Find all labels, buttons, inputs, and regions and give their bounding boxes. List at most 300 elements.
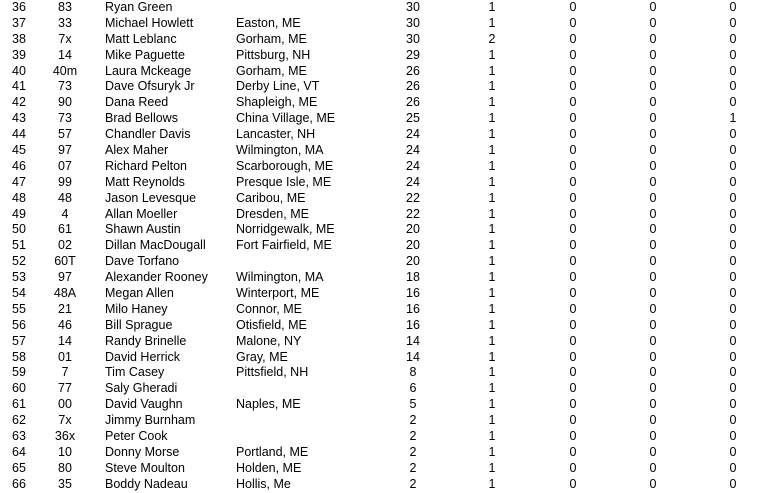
hometown-cell: Wilmington, MA [236, 270, 324, 285]
car-number-cell: 48 [58, 190, 72, 205]
stat-col-3-cell: 0 [649, 15, 657, 30]
stat-col-1-cell: 1 [488, 206, 496, 221]
table-row [0, 238, 760, 254]
table-row [0, 48, 760, 64]
stat-col-2-cell: 0 [569, 381, 577, 396]
position-cell: 63 [12, 429, 26, 444]
hometown-cell: Easton, ME [236, 15, 301, 30]
stat-col-1-cell: 1 [488, 270, 496, 285]
points-cell: 26 [406, 95, 420, 110]
position-cell: 60 [12, 381, 26, 396]
stat-col-3-cell: 0 [649, 238, 657, 253]
points-cell: 2 [409, 444, 417, 459]
table-row [0, 302, 760, 318]
hometown-cell: Fort Fairfield, ME [236, 238, 332, 253]
car-number-cell: 61 [58, 222, 72, 237]
stat-col-2-cell: 0 [569, 63, 577, 78]
position-cell: 52 [12, 254, 26, 269]
table-row [0, 461, 760, 477]
stat-col-3-cell: 0 [649, 127, 657, 142]
stat-col-4-cell: 0 [729, 397, 737, 412]
stat-col-1-cell: 1 [488, 95, 496, 110]
stat-col-4-cell: 0 [729, 0, 737, 14]
stat-col-3-cell: 0 [649, 0, 657, 14]
driver-name-cell: Saly Gheradi [105, 381, 178, 396]
stat-col-2-cell: 0 [569, 47, 577, 62]
hometown-cell: Hollis, Me [236, 476, 291, 491]
stat-col-2-cell: 0 [569, 15, 577, 30]
car-number-cell: 36x [54, 429, 76, 444]
hometown-cell: Dresden, ME [236, 206, 309, 221]
stat-col-2-cell: 0 [569, 222, 577, 237]
hometown-cell: Lancaster, NH [236, 127, 316, 142]
stat-col-3-cell: 0 [649, 270, 657, 285]
position-cell: 45 [12, 143, 26, 158]
car-number-cell: 77 [58, 381, 72, 396]
stat-col-1-cell: 1 [488, 365, 496, 380]
stat-col-2-cell: 0 [569, 111, 577, 126]
position-cell: 53 [12, 270, 26, 285]
car-number-cell: 7x [58, 413, 72, 428]
stat-col-1-cell: 1 [488, 174, 496, 189]
points-cell: 24 [406, 174, 420, 189]
hometown-cell: Presque Isle, ME [236, 174, 332, 189]
driver-name-cell: Laura Mckeage [105, 63, 192, 78]
car-number-cell: 46 [58, 317, 72, 332]
hometown-cell: Winterport, ME [236, 286, 320, 301]
hometown-cell: Scarborough, ME [236, 158, 334, 173]
stat-col-2-cell: 0 [569, 95, 577, 110]
hometown-cell: Derby Line, VT [236, 79, 320, 94]
stat-col-3-cell: 0 [649, 286, 657, 301]
table-row [0, 127, 760, 143]
stat-col-2-cell: 0 [569, 0, 577, 14]
driver-name-cell: Dillan MacDougall [105, 238, 206, 253]
car-number-cell: 99 [58, 174, 72, 189]
stat-col-3-cell: 0 [649, 174, 657, 189]
driver-name-cell: Brad Bellows [105, 111, 178, 126]
points-cell: 16 [406, 317, 420, 332]
stat-col-2-cell: 0 [569, 31, 577, 46]
stat-col-3-cell: 0 [649, 111, 657, 126]
points-cell: 24 [406, 143, 420, 158]
stat-col-4-cell: 0 [729, 476, 737, 491]
table-row [0, 95, 760, 111]
position-cell: 39 [12, 47, 26, 62]
stat-col-2-cell: 0 [569, 365, 577, 380]
stat-col-1-cell: 2 [488, 31, 496, 46]
stat-col-3-cell: 0 [649, 317, 657, 332]
points-cell: 26 [406, 79, 420, 94]
table-row [0, 318, 760, 334]
stat-col-3-cell: 0 [649, 381, 657, 396]
stat-col-3-cell: 0 [649, 143, 657, 158]
driver-name-cell: Tim Casey [105, 365, 165, 380]
hometown-cell: Pittsburg, NH [236, 47, 311, 62]
car-number-cell: 7x [58, 31, 72, 46]
table-row [0, 222, 760, 238]
stat-col-4-cell: 0 [729, 47, 737, 62]
table-row [0, 175, 760, 191]
stat-col-3-cell: 0 [649, 158, 657, 173]
stat-col-4-cell: 0 [729, 381, 737, 396]
stat-col-3-cell: 0 [649, 397, 657, 412]
hometown-cell: Wilmington, MA [236, 143, 324, 158]
car-number-cell: 21 [58, 301, 72, 316]
stat-col-3-cell: 0 [649, 301, 657, 316]
driver-name-cell: Megan Allen [105, 286, 174, 301]
position-cell: 37 [12, 15, 26, 30]
stat-col-1-cell: 1 [488, 222, 496, 237]
driver-name-cell: David Vaughn [105, 397, 183, 412]
car-number-cell: 40m [52, 63, 78, 78]
hometown-cell: Portland, ME [236, 444, 309, 459]
table-row [0, 334, 760, 350]
stat-col-2-cell: 0 [569, 397, 577, 412]
position-cell: 46 [12, 158, 26, 173]
position-cell: 48 [12, 190, 26, 205]
table-row [0, 64, 760, 80]
stat-col-3-cell: 0 [649, 365, 657, 380]
stat-col-1-cell: 1 [488, 158, 496, 173]
hometown-cell: Shapleigh, ME [236, 95, 318, 110]
driver-name-cell: Jason Levesque [105, 190, 197, 205]
stat-col-2-cell: 0 [569, 349, 577, 364]
stat-col-4-cell: 0 [729, 349, 737, 364]
stat-col-3-cell: 0 [649, 190, 657, 205]
stat-col-4-cell: 0 [729, 238, 737, 253]
stat-col-2-cell: 0 [569, 301, 577, 316]
stat-col-2-cell: 0 [569, 476, 577, 491]
driver-name-cell: Matt Reynolds [105, 174, 185, 189]
position-cell: 41 [12, 79, 26, 94]
stat-col-2-cell: 0 [569, 127, 577, 142]
driver-name-cell: Dana Reed [105, 95, 169, 110]
stat-col-2-cell: 0 [569, 174, 577, 189]
stat-col-1-cell: 1 [488, 301, 496, 316]
stat-col-3-cell: 0 [649, 460, 657, 475]
points-cell: 14 [406, 333, 420, 348]
stat-col-4-cell: 0 [729, 15, 737, 30]
points-cell: 24 [406, 158, 420, 173]
position-cell: 58 [12, 349, 26, 364]
points-cell: 30 [406, 31, 420, 46]
stat-col-2-cell: 0 [569, 158, 577, 173]
hometown-cell: Gorham, ME [236, 31, 307, 46]
stat-col-3-cell: 0 [649, 206, 657, 221]
stat-col-1-cell: 1 [488, 444, 496, 459]
hometown-cell: Otisfield, ME [236, 317, 307, 332]
stat-col-2-cell: 0 [569, 254, 577, 269]
stat-col-1-cell: 1 [488, 429, 496, 444]
table-row [0, 191, 760, 207]
stat-col-1-cell: 1 [488, 15, 496, 30]
position-cell: 50 [12, 222, 26, 237]
stat-col-4-cell: 0 [729, 158, 737, 173]
car-number-cell: 14 [58, 47, 72, 62]
stat-col-3-cell: 0 [649, 349, 657, 364]
hometown-cell: Pittsfield, NH [236, 365, 309, 380]
hometown-cell: China Village, ME [236, 111, 336, 126]
hometown-cell: Gray, ME [236, 349, 288, 364]
points-cell: 2 [409, 413, 417, 428]
driver-name-cell: Allan Moeller [105, 206, 178, 221]
stat-col-1-cell: 1 [488, 476, 496, 491]
table-row [0, 286, 760, 302]
driver-name-cell: Dave Ofsuryk Jr [105, 79, 195, 94]
car-number-cell: 97 [58, 143, 72, 158]
stat-col-2-cell: 0 [569, 190, 577, 205]
position-cell: 59 [12, 365, 26, 380]
stat-col-3-cell: 0 [649, 47, 657, 62]
stat-col-4-cell: 0 [729, 79, 737, 94]
car-number-cell: 10 [58, 444, 72, 459]
stat-col-1-cell: 1 [488, 190, 496, 205]
driver-name-cell: Donny Morse [105, 444, 180, 459]
points-cell: 22 [406, 190, 420, 205]
position-cell: 40 [12, 63, 26, 78]
position-cell: 43 [12, 111, 26, 126]
driver-name-cell: Jimmy Burnham [105, 413, 196, 428]
driver-name-cell: Mike Paguette [105, 47, 185, 62]
stat-col-4-cell: 0 [729, 317, 737, 332]
stat-col-1-cell: 1 [488, 238, 496, 253]
hometown-cell: Caribou, ME [236, 190, 306, 205]
stat-col-3-cell: 0 [649, 413, 657, 428]
driver-name-cell: Milo Haney [105, 301, 168, 316]
car-number-cell: 48A [53, 286, 77, 301]
car-number-cell: 33 [58, 15, 72, 30]
car-number-cell: 02 [58, 238, 72, 253]
stat-col-4-cell: 0 [729, 413, 737, 428]
stat-col-3-cell: 0 [649, 95, 657, 110]
stat-col-4-cell: 0 [729, 95, 737, 110]
stat-col-2-cell: 0 [569, 206, 577, 221]
driver-name-cell: Randy Brinelle [105, 333, 187, 348]
car-number-cell: 57 [58, 127, 72, 142]
stat-col-4-cell: 0 [729, 333, 737, 348]
car-number-cell: 73 [58, 111, 72, 126]
stat-col-1-cell: 1 [488, 0, 496, 14]
hometown-cell: Norridgewalk, ME [236, 222, 335, 237]
stat-col-4-cell: 0 [729, 63, 737, 78]
points-cell: 2 [409, 460, 417, 475]
stat-col-4-cell: 0 [729, 206, 737, 221]
points-cell: 2 [409, 476, 417, 491]
table-row [0, 207, 760, 223]
table-row [0, 445, 760, 461]
car-number-cell: 00 [58, 397, 72, 412]
stat-col-1-cell: 1 [488, 47, 496, 62]
stat-col-2-cell: 0 [569, 286, 577, 301]
position-cell: 36 [12, 0, 26, 14]
stat-col-1-cell: 1 [488, 317, 496, 332]
driver-name-cell: Bill Sprague [105, 317, 173, 332]
position-cell: 61 [12, 397, 26, 412]
hometown-cell: Gorham, ME [236, 63, 307, 78]
stat-col-1-cell: 1 [488, 333, 496, 348]
table-row [0, 365, 760, 381]
points-cell: 30 [406, 15, 420, 30]
position-cell: 51 [12, 238, 26, 253]
stat-col-4-cell: 0 [729, 365, 737, 380]
points-cell: 18 [406, 270, 420, 285]
position-cell: 56 [12, 317, 26, 332]
stat-col-3-cell: 0 [649, 444, 657, 459]
position-cell: 49 [12, 206, 26, 221]
stat-col-1-cell: 1 [488, 397, 496, 412]
position-cell: 55 [12, 301, 26, 316]
car-number-cell: 01 [58, 349, 72, 364]
points-cell: 30 [406, 0, 420, 14]
driver-name-cell: Steve Moulton [105, 460, 185, 475]
stat-col-3-cell: 0 [649, 31, 657, 46]
position-cell: 57 [12, 333, 26, 348]
hometown-cell: Connor, ME [236, 301, 303, 316]
car-number-cell: 80 [58, 460, 72, 475]
table-row [0, 159, 760, 175]
stat-col-4-cell: 0 [729, 190, 737, 205]
stat-col-1-cell: 1 [488, 79, 496, 94]
hometown-cell: Naples, ME [236, 397, 301, 412]
stat-col-4-cell: 0 [729, 429, 737, 444]
car-number-cell: 73 [58, 79, 72, 94]
stat-col-4-cell: 0 [729, 270, 737, 285]
stat-col-3-cell: 0 [649, 254, 657, 269]
stat-col-3-cell: 0 [649, 63, 657, 78]
driver-name-cell: Dave Torfano [105, 254, 180, 269]
points-cell: 25 [406, 111, 420, 126]
position-cell: 66 [12, 476, 26, 491]
stat-col-2-cell: 0 [569, 79, 577, 94]
position-cell: 64 [12, 444, 26, 459]
stat-col-4-cell: 0 [729, 143, 737, 158]
stat-col-2-cell: 0 [569, 429, 577, 444]
driver-name-cell: Boddy Nadeau [105, 476, 188, 491]
driver-name-cell: Richard Pelton [105, 158, 187, 173]
table-row [0, 350, 760, 366]
table-row [0, 254, 760, 270]
table-row [0, 143, 760, 159]
position-cell: 62 [12, 413, 26, 428]
stat-col-4-cell: 0 [729, 460, 737, 475]
stat-col-4-cell: 0 [729, 254, 737, 269]
stat-col-3-cell: 0 [649, 476, 657, 491]
position-cell: 47 [12, 174, 26, 189]
driver-name-cell: Matt Leblanc [105, 31, 177, 46]
position-cell: 65 [12, 460, 26, 475]
driver-name-cell: Chandler Davis [105, 127, 191, 142]
driver-name-cell: Alexander Rooney [105, 270, 208, 285]
points-cell: 2 [409, 429, 417, 444]
stat-col-4-cell: 0 [729, 222, 737, 237]
car-number-cell: 7 [61, 365, 69, 380]
table-row [0, 381, 760, 397]
stat-col-1-cell: 1 [488, 254, 496, 269]
driver-name-cell: Peter Cook [105, 429, 168, 444]
table-row [0, 0, 760, 16]
stat-col-4-cell: 0 [729, 174, 737, 189]
stat-col-2-cell: 0 [569, 413, 577, 428]
table-row [0, 397, 760, 413]
points-cell: 8 [409, 365, 417, 380]
stat-col-2-cell: 0 [569, 444, 577, 459]
hometown-cell: Holden, ME [236, 460, 302, 475]
stat-col-4-cell: 0 [729, 444, 737, 459]
position-cell: 38 [12, 31, 26, 46]
points-cell: 6 [409, 381, 417, 396]
points-cell: 14 [406, 349, 420, 364]
points-cell: 20 [406, 254, 420, 269]
driver-name-cell: Ryan Green [105, 0, 173, 14]
table-row [0, 32, 760, 48]
stat-col-1-cell: 1 [488, 381, 496, 396]
stat-col-2-cell: 0 [569, 238, 577, 253]
driver-name-cell: Alex Maher [105, 143, 169, 158]
stat-col-3-cell: 0 [649, 79, 657, 94]
position-cell: 54 [12, 286, 26, 301]
stat-col-1-cell: 1 [488, 349, 496, 364]
stat-col-4-cell: 0 [729, 127, 737, 142]
stat-col-3-cell: 0 [649, 333, 657, 348]
car-number-cell: 90 [58, 95, 72, 110]
stat-col-1-cell: 1 [488, 63, 496, 78]
hometown-cell: Malone, NY [236, 333, 302, 348]
table-row [0, 413, 760, 429]
stat-col-3-cell: 0 [649, 429, 657, 444]
points-cell: 5 [409, 397, 417, 412]
table-row [0, 429, 760, 445]
points-cell: 22 [406, 206, 420, 221]
driver-name-cell: Michael Howlett [105, 15, 194, 30]
points-cell: 29 [406, 47, 420, 62]
table-row [0, 111, 760, 127]
stat-col-2-cell: 0 [569, 333, 577, 348]
position-cell: 44 [12, 127, 26, 142]
car-number-cell: 60T [54, 254, 76, 269]
stat-col-1-cell: 1 [488, 127, 496, 142]
car-number-cell: 07 [58, 158, 72, 173]
stat-col-1-cell: 1 [488, 143, 496, 158]
position-cell: 42 [12, 95, 26, 110]
car-number-cell: 14 [58, 333, 72, 348]
driver-name-cell: David Herrick [105, 349, 181, 364]
points-cell: 26 [406, 63, 420, 78]
stat-col-1-cell: 1 [488, 413, 496, 428]
points-cell: 16 [406, 301, 420, 316]
stat-col-2-cell: 0 [569, 270, 577, 285]
table-row [0, 16, 760, 32]
stat-col-4-cell: 1 [729, 111, 737, 126]
table-row [0, 270, 760, 286]
stat-col-1-cell: 1 [488, 111, 496, 126]
points-cell: 20 [406, 238, 420, 253]
car-number-cell: 35 [58, 476, 72, 491]
stat-col-2-cell: 0 [569, 460, 577, 475]
car-number-cell: 4 [61, 206, 69, 221]
table-row [0, 79, 760, 95]
table-row [0, 477, 760, 493]
points-cell: 24 [406, 127, 420, 142]
stat-col-1-cell: 1 [488, 460, 496, 475]
driver-name-cell: Shawn Austin [105, 222, 181, 237]
stat-col-3-cell: 0 [649, 222, 657, 237]
points-cell: 20 [406, 222, 420, 237]
stat-col-4-cell: 0 [729, 31, 737, 46]
stat-col-4-cell: 0 [729, 286, 737, 301]
stat-col-1-cell: 1 [488, 286, 496, 301]
car-number-cell: 97 [58, 270, 72, 285]
